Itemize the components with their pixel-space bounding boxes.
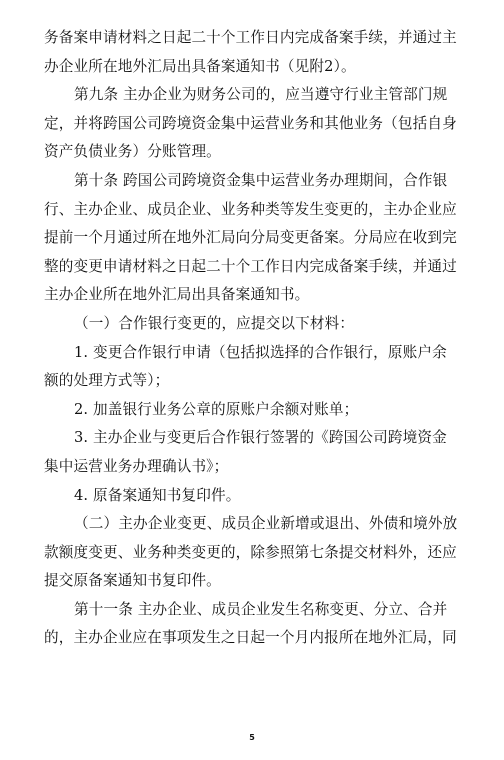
- text-line: 务备案申请材料之日起二十个工作日内完成备案手续，并通过主: [44, 29, 457, 46]
- list-item-3-line: 3. 主办企业与变更后合作银行签署的《跨国公司跨境资金: [74, 429, 447, 447]
- text-line: 行、主办企业、成员企业、业务种类等发生变更的，主办企业应: [44, 200, 457, 218]
- text-line: 集中运营业务办理确认书》；: [44, 457, 229, 475]
- text-line: 定，并将跨国公司跨境资金集中运营业务和其他业务（包括自身: [44, 114, 457, 132]
- list-item-4-line: 4. 原备案通知书复印件。: [74, 486, 241, 504]
- page-number: 5: [249, 733, 255, 742]
- list-item-1-line: 1. 变更合作银行申请（包括拟选择的合作银行，原账户余: [74, 343, 447, 361]
- text-line: 提前一个月通过所在地外汇局向分局变更备案。分局应在收到完: [44, 229, 457, 247]
- text-line: 提交原备案通知书复印件。: [44, 572, 221, 590]
- text-line: 额的处理方式等）；: [44, 372, 170, 390]
- text-line: 办企业所在地外汇局出具备案通知书（见附2）。: [44, 57, 356, 75]
- text-line: 款额度变更、业务种类变更的，除参照第七条提交材料外，还应: [44, 543, 457, 561]
- text-line: 的，主办企业应在事项发生之日起一个月内报所在地外汇局，同: [44, 629, 457, 647]
- subsection-2-line: （二）主办企业变更、成员企业新增或退出、外债和境外放: [74, 515, 458, 533]
- article-10-heading-line: 第十条 跨国公司跨境资金集中运营业务办理期间，合作银: [74, 171, 448, 189]
- text-line: 资产负债业务）分账管理。: [44, 143, 221, 161]
- article-11-heading-line: 第十一条 主办企业、成员企业发生名称变更、分立、合并: [74, 600, 448, 618]
- text-line: 整的变更申请材料之日起二十个工作日内完成备案手续，并通过: [44, 257, 457, 275]
- text-line: 主办企业所在地外汇局出具备案通知书。: [44, 286, 310, 304]
- article-9-heading-line: 第九条 主办企业为财务公司的，应当遵守行业主管部门规: [74, 86, 448, 104]
- list-item-2-line: 2. 加盖银行业务公章的原账户余额对账单；: [74, 400, 359, 418]
- subsection-1-line: （一）合作银行变更的，应提交以下材料：: [74, 314, 355, 332]
